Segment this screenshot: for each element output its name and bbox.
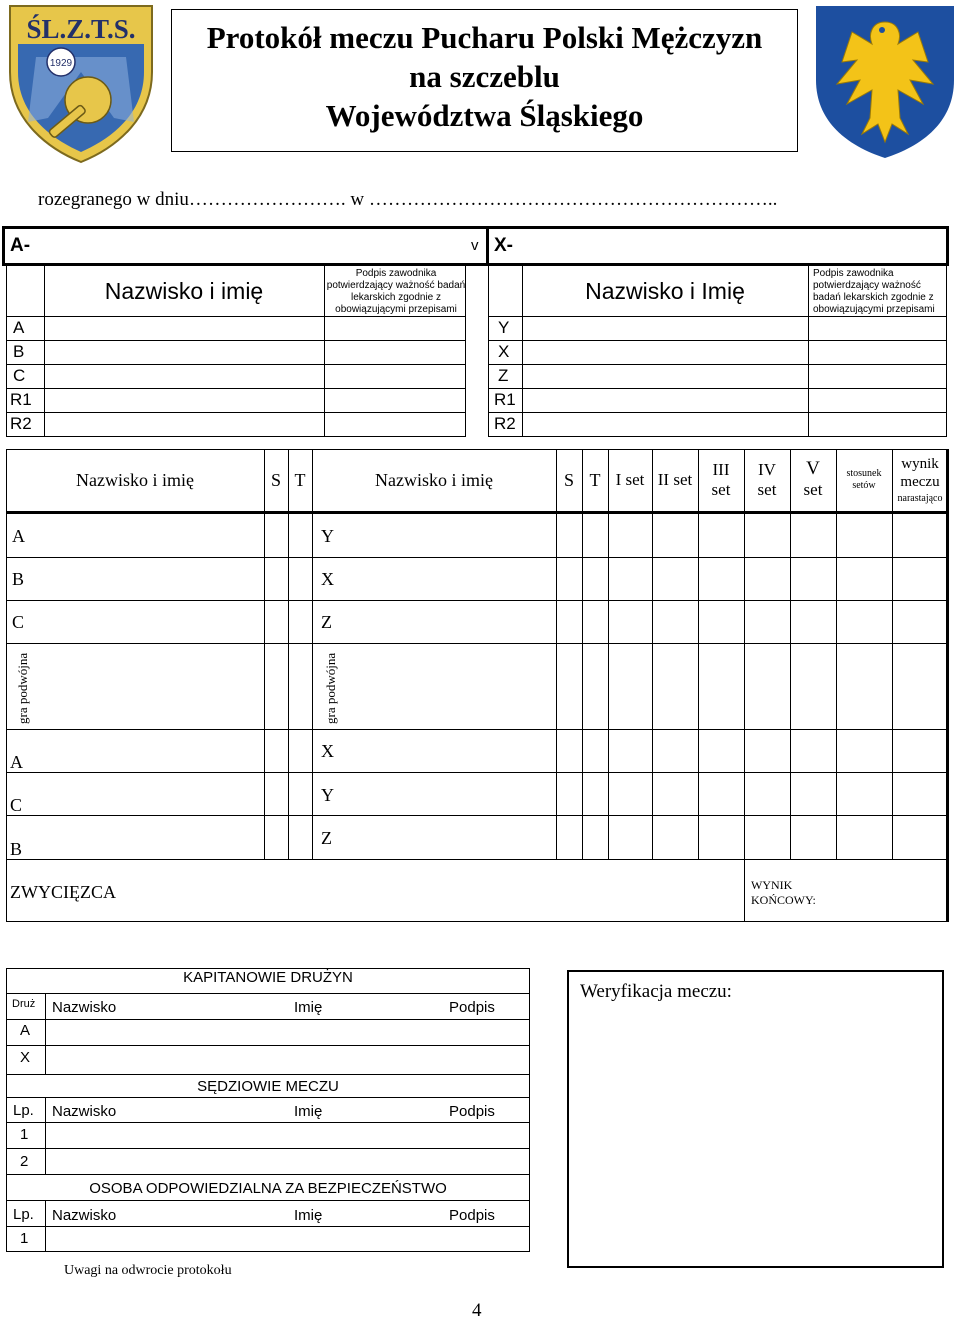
games-header-result-c: narastająco [897, 493, 943, 504]
page-title-line-2: na szczeblu [409, 59, 560, 94]
safety-col-signature: Podpis [449, 1207, 495, 1224]
game-row-6-right: Y [321, 785, 334, 805]
game-row-7-left: B [10, 839, 23, 859]
games-header-ratio-a: stosunek [846, 468, 882, 479]
games-header-set-2: II set [657, 470, 693, 489]
safety-row-1: 1 [20, 1230, 29, 1247]
captains-col-surname: Nazwisko [52, 999, 117, 1016]
games-header-set-1: I set [615, 470, 645, 489]
team-x-row-1: Y [498, 318, 510, 337]
captains-col-name: Imię [294, 999, 323, 1016]
referees-col-lp: Lp. [13, 1102, 34, 1119]
game-row-6-left: C [10, 795, 23, 815]
team-a-row-4: R1 [10, 390, 32, 409]
team-x-row-3: Z [498, 366, 509, 385]
games-header-result-a: wynik [901, 456, 939, 472]
safety-title: OSOBA ODPOWIEDZIALNA ZA BEZPIECZEŃSTWO [89, 1180, 447, 1197]
games-table [6, 449, 949, 922]
team-x-row-2: X [498, 342, 510, 361]
logo-year: 1929 [49, 58, 73, 69]
team-a-name-header: Nazwisko i imię [104, 278, 264, 304]
games-header-set-3-b: set [711, 480, 731, 499]
games-header-result-b: meczu [900, 474, 940, 490]
referees-row-1: 1 [20, 1126, 29, 1143]
team-x-row-5: R2 [494, 414, 516, 433]
vs-label: v [471, 237, 479, 254]
games-header-s-2: S [563, 470, 574, 490]
team-x-label: X- [494, 235, 513, 256]
team-a-row-5: R2 [10, 414, 32, 433]
games-header-set-5-a: V [806, 458, 820, 479]
game-row-7-right: Z [321, 828, 332, 848]
final-result-label-b: KOŃCOWY: [751, 893, 816, 907]
game-row-3-right: Z [321, 612, 332, 632]
game-row-1-left: A [12, 526, 25, 546]
page-number: 4 [472, 1300, 482, 1321]
game-row-5-left: A [10, 752, 23, 772]
game-row-3-left: C [12, 612, 25, 632]
logo-text: ŚL.Z.T.S. [26, 14, 136, 44]
region-eagle-emblem [812, 2, 958, 160]
games-header-set-4-a: IV [758, 460, 776, 479]
games-header-name-2: Nazwisko i imię [375, 470, 493, 490]
safety-col-lp: Lp. [13, 1206, 34, 1223]
team-a-label: A- [10, 235, 31, 256]
games-header-ratio-b: setów [852, 480, 876, 491]
games-header-set-5-b: set [803, 480, 823, 499]
team-a-row-2: B [13, 342, 25, 361]
referees-col-signature: Podpis [449, 1103, 495, 1120]
games-header-name-1: Nazwisko i imię [76, 470, 194, 490]
page-title-line-3: Województwa Śląskiego [325, 98, 644, 133]
final-result-label-a: WYNIK [751, 878, 793, 892]
games-header-set-4-b: set [757, 480, 777, 499]
team-x-header [486, 226, 949, 266]
team-a-row-1: A [13, 318, 25, 337]
page-title-line-1: Protokół meczu Pucharu Polski Mężczyzn [206, 20, 763, 55]
team-a-row-3: C [13, 366, 26, 385]
game-row-1-right: Y [321, 526, 334, 546]
games-header-s-1: S [270, 470, 281, 490]
game-row-2-right: X [321, 569, 334, 589]
team-a-header [2, 226, 467, 266]
captains-col-signature: Podpis [449, 999, 495, 1016]
team-x-signature-header: Podpis zawodnika potwierdzający ważność badań lekarskich zgodnie z obowiązującymi przepisami [813, 268, 935, 315]
safety-col-surname: Nazwisko [52, 1207, 117, 1224]
referees-col-name: Imię [294, 1103, 323, 1120]
game-row-5-right: X [321, 741, 334, 761]
safety-col-name: Imię [294, 1207, 323, 1224]
verification-label: Weryfikacja meczu: [580, 981, 732, 1002]
title-box [171, 9, 798, 152]
games-header-t-2: T [589, 470, 601, 490]
game-row-2-left: B [12, 569, 25, 589]
verification-box [567, 970, 944, 1268]
game-row-doubles-right: gra podwójna [323, 652, 338, 724]
captains-row-2: X [20, 1049, 31, 1066]
team-a-signature-header: Podpis zawodnika potwierdzający ważność badań lekarskich zgodnie z obowiązującymi przepisami [326, 268, 466, 315]
date-location-line: rozegranego w dniu……………………. w ……………………………………………………….. [38, 189, 778, 210]
winner-label: ZWYCIĘZCA [10, 882, 116, 902]
captains-title: KAPITANOWIE DRUŻYN [183, 969, 353, 986]
game-row-doubles-left: gra podwójna [15, 652, 30, 724]
team-x-name-header: Nazwisko i Imię [585, 278, 745, 304]
games-header-set-3-a: III [712, 460, 730, 479]
referees-title: SĘDZIOWIE MECZU [197, 1078, 339, 1095]
games-header-t-1: T [294, 470, 306, 490]
captains-row-1: A [20, 1022, 31, 1039]
notes-label: Uwagi na odwrocie protokołu [64, 1263, 232, 1278]
team-x-row-4: R1 [494, 390, 516, 409]
referees-row-2: 2 [20, 1153, 29, 1170]
club-logo [6, 2, 156, 164]
referees-col-surname: Nazwisko [52, 1103, 117, 1120]
captains-col-team: Druż [12, 998, 36, 1010]
